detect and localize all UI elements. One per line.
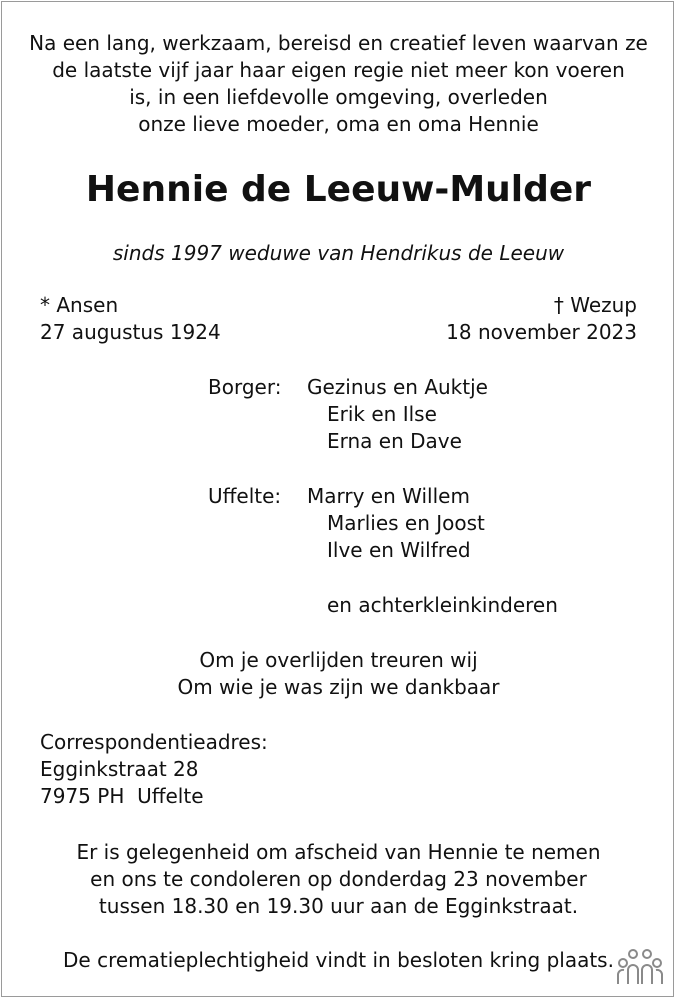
correspondence-address bbox=[40, 729, 268, 810]
family-member: Gezinus en Auktje bbox=[307, 375, 488, 399]
family-member: Marlies en Joost bbox=[327, 511, 485, 535]
cremation-note: De crematieplechtigheid vindt in besloten kring plaats. bbox=[63, 948, 614, 972]
farewell-line: tussen 18.30 en 19.30 uur aan de Egginkstraat. bbox=[98, 894, 579, 918]
address-label: Correspondentieadres: bbox=[40, 730, 268, 754]
family-member: Marry en Willem bbox=[307, 484, 470, 508]
intro-line: de laatste vijf jaar haar eigen regie niet meer kon voeren bbox=[52, 58, 625, 82]
family-row bbox=[208, 428, 558, 455]
intro-text bbox=[0, 30, 677, 138]
death-place: † Wezup bbox=[553, 293, 637, 317]
deceased-name: Hennie de Leeuw-Mulder bbox=[85, 169, 592, 210]
people-group-icon bbox=[617, 948, 663, 986]
family-row bbox=[208, 592, 558, 619]
farewell-text bbox=[0, 839, 677, 920]
birth-date: 27 augustus 1924 bbox=[40, 320, 221, 344]
birth-info bbox=[40, 292, 221, 346]
family-member: Ilve en Wilfred bbox=[327, 538, 471, 562]
farewell-line: Er is gelegenheid om afscheid van Hennie te nemen bbox=[76, 840, 601, 864]
mourning-line: Om je overlijden treuren wij bbox=[199, 648, 478, 672]
address-postal-city: 7975 PH Uffelte bbox=[40, 784, 204, 808]
family-row bbox=[208, 510, 558, 537]
widow-note: sinds 1997 weduwe van Hendrikus de Leeuw bbox=[112, 241, 565, 265]
family-list bbox=[208, 374, 558, 619]
address-street: Egginkstraat 28 bbox=[40, 757, 199, 781]
family-place-borger: Borger: bbox=[208, 375, 282, 399]
great-grandchildren: en achterkleinkinderen bbox=[327, 593, 558, 617]
family-place-uffelte: Uffelte: bbox=[208, 484, 282, 508]
mourning-line: Om wie je was zijn we dankbaar bbox=[177, 675, 500, 699]
intro-line: onze lieve moeder, oma en oma Hennie bbox=[138, 112, 539, 136]
birth-place: * Ansen bbox=[40, 293, 119, 317]
death-date: 18 november 2023 bbox=[446, 320, 637, 344]
family-row bbox=[208, 537, 558, 564]
farewell-line: en ons te condoleren op donderdag 23 november bbox=[90, 867, 587, 891]
family-row bbox=[208, 401, 558, 428]
mourning-text bbox=[0, 647, 677, 701]
death-info bbox=[446, 292, 637, 346]
intro-line: is, in een liefdevolle omgeving, overleden bbox=[129, 85, 548, 109]
family-member: Erna en Dave bbox=[327, 429, 462, 453]
intro-line: Na een lang, werkzaam, bereisd en creatief leven waarvan ze bbox=[29, 31, 648, 55]
family-member: Erik en Ilse bbox=[327, 402, 437, 426]
family-row bbox=[208, 374, 558, 401]
family-row bbox=[208, 483, 558, 510]
